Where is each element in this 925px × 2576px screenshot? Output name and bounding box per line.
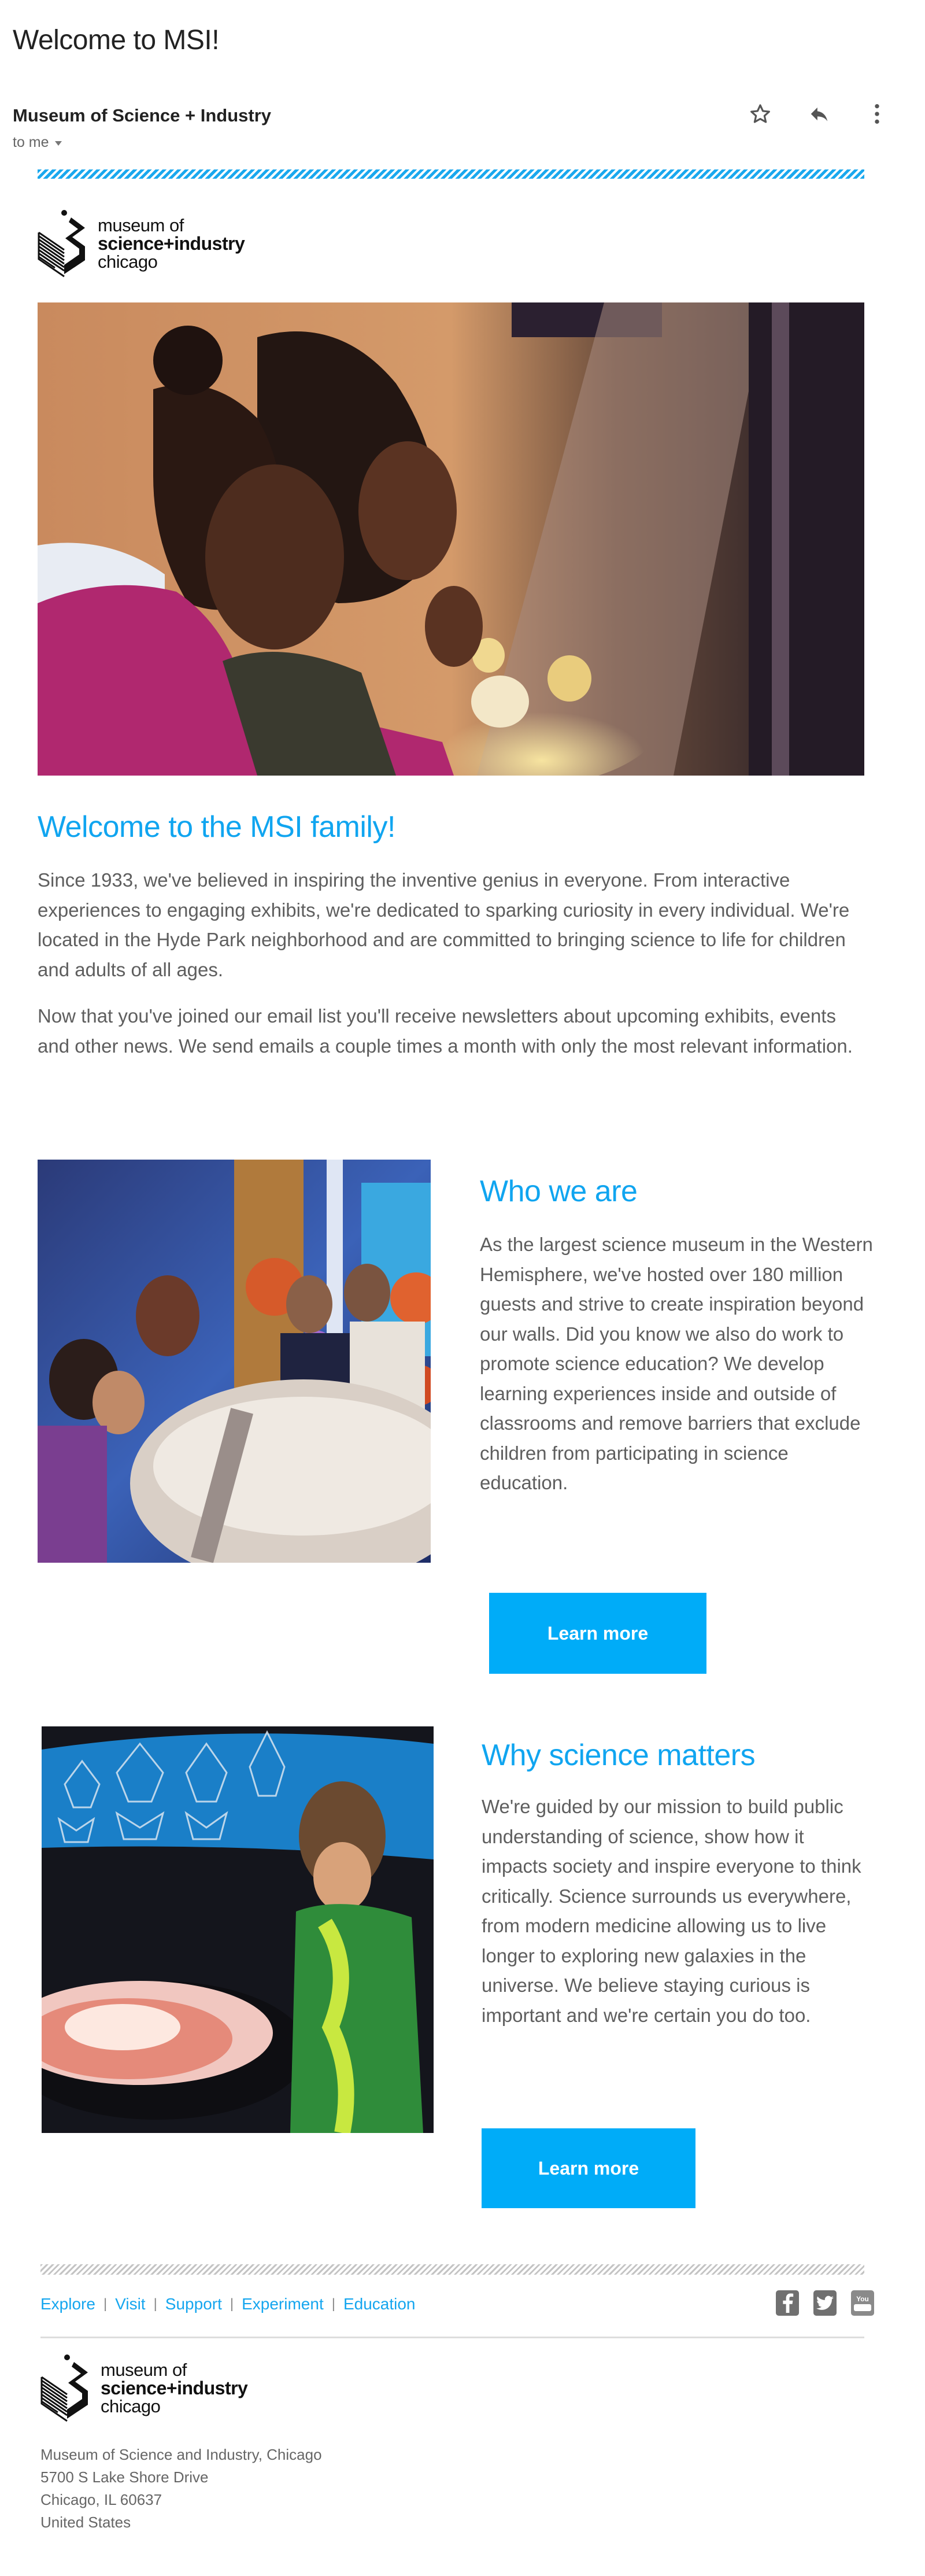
twitter-link[interactable] xyxy=(813,2290,837,2316)
intro-paragraph-2: Now that you've joined our email list you'll receive newsletters about upcoming exhibits, events and other news. We send emails a couple times a month with only the most relevant information. xyxy=(38,1005,853,1057)
hero-photo xyxy=(38,302,864,776)
address-line-2: 5700 S Lake Shore Drive xyxy=(40,2468,209,2486)
star-button[interactable] xyxy=(746,99,775,128)
mailing-address xyxy=(40,2444,322,2534)
footer-msi-logo[interactable] xyxy=(40,2354,247,2422)
logo-line-3: chicago xyxy=(98,252,158,272)
logo-line-1: museum of xyxy=(98,215,184,235)
why-science-matters-image-boy-at-table[interactable] xyxy=(42,1726,434,2133)
email-subject: Welcome to MSI! xyxy=(13,25,220,56)
logo-line-2: science+industry xyxy=(98,233,245,254)
reply-button[interactable] xyxy=(805,99,834,128)
who-we-are-body: As the largest science museum in the Western Hemisphere, we've hosted over 180 million guests and strive to create inspiration beyond our walls. Did you know we also do work to promote science education? We develop learning experiences inside and outside of classrooms and remove barriers that exclude children from participating in science education. xyxy=(480,1234,873,1493)
link-separator: | xyxy=(230,2296,234,2312)
link-separator: | xyxy=(153,2296,157,2312)
msi-logo[interactable] xyxy=(38,209,245,278)
why-science-matters-photo xyxy=(42,1726,434,2133)
footer-link-explore[interactable]: Explore xyxy=(40,2295,95,2313)
why-science-matters-learn-more-button[interactable]: Learn more xyxy=(482,2128,695,2208)
more-options-button[interactable] xyxy=(863,99,891,128)
msi-cube-logo-icon xyxy=(40,2354,94,2422)
who-we-are-heading: Who we are xyxy=(480,1175,638,1208)
footer-link-support[interactable]: Support xyxy=(165,2295,222,2313)
sender-name[interactable]: Museum of Science + Industry xyxy=(13,105,272,126)
link-separator: | xyxy=(103,2296,108,2312)
who-we-are-image-family-at-exhibit[interactable] xyxy=(38,1160,431,1563)
header-hatch-divider xyxy=(38,169,864,179)
hero-image-girl-and-woman-viewing-chicks[interactable] xyxy=(38,302,864,776)
footer-divider xyxy=(40,2337,864,2338)
more-vertical-icon xyxy=(873,102,881,126)
intro-heading: Welcome to the MSI family! xyxy=(38,810,395,844)
logo-line-1: museum of xyxy=(101,2360,187,2380)
who-we-are-learn-more-button[interactable]: Learn more xyxy=(489,1593,706,1674)
logo-line-3: chicago xyxy=(101,2396,161,2416)
footer-link-education[interactable]: Education xyxy=(343,2295,416,2313)
recipient-details-toggle[interactable] xyxy=(13,134,62,151)
youtube-link[interactable] xyxy=(851,2290,874,2316)
intro-paragraph-1: Since 1933, we've believed in inspiring the inventive genius in everyone. From interactive experiences to engaging exhibits, we're dedicated to sparking curiosity in every individual. We're located in the Hyde Park neighborhood and are committed to bringing science to life for children and adults of all ages. xyxy=(38,869,850,980)
facebook-link[interactable] xyxy=(776,2290,799,2316)
footer-nav xyxy=(40,2295,416,2313)
link-separator: | xyxy=(331,2296,335,2312)
footer-link-experiment[interactable]: Experiment xyxy=(242,2295,324,2313)
reply-icon xyxy=(807,103,831,125)
caret-down-icon xyxy=(55,141,62,146)
star-icon xyxy=(749,103,771,125)
who-we-are-photo xyxy=(38,1160,431,1563)
footer-link-visit[interactable]: Visit xyxy=(115,2295,146,2313)
msi-cube-logo-icon xyxy=(38,209,91,278)
recipient-label: to me xyxy=(13,134,49,150)
footer-hatch-divider xyxy=(40,2264,864,2275)
twitter-icon xyxy=(816,2295,834,2311)
logo-line-2: science+industry xyxy=(101,2378,248,2398)
address-line-1: Museum of Science and Industry, Chicago xyxy=(40,2446,322,2463)
youtube-icon: You xyxy=(856,2294,869,2303)
address-line-3: Chicago, IL 60637 xyxy=(40,2491,162,2508)
address-line-4: United States xyxy=(40,2514,131,2531)
why-science-matters-heading: Why science matters xyxy=(482,1739,756,1772)
facebook-icon xyxy=(780,2293,794,2313)
why-science-matters-body: We're guided by our mission to build public understanding of science, show how it impacts society and inspire everyone to think critically. Science surrounds us everywhere, from modern medicine allowing us to live longer to exploring new galaxies in the universe. We believe staying curious is important and we're certain you do too. xyxy=(482,1796,861,2026)
youtube-icon-tube xyxy=(854,2304,871,2311)
